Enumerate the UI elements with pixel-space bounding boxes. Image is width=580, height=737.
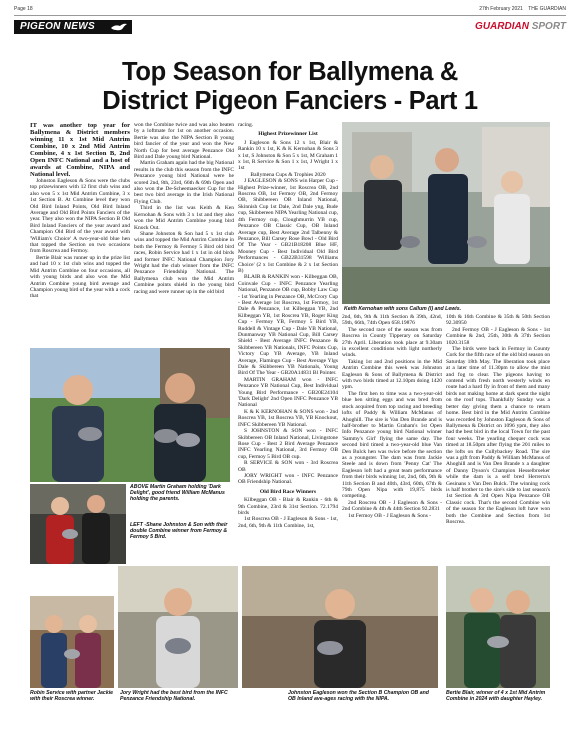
subheading: Ballymena Cups & Trophies 2020 — [250, 171, 326, 178]
caption-bertie-blair: Bertie Blair, winner of 4 x 1st Mid Antrim Combine in 2024 with daughter Hayley. — [446, 690, 546, 702]
photo-kernohan-family — [342, 122, 550, 304]
paragraph: 2nd, 6th, 9th & 11th Section & 39th, 42nd, 59th, 66th, 74th Open 658.19876 — [342, 314, 442, 327]
caption-jory-wright: Jory Wright had the best bird from the INFC Penzance Friendship National. — [120, 690, 228, 702]
paragraph: JORY WRIGHT won - INFC Penzance OB Friendship National. — [238, 472, 338, 486]
pigeon-news-label — [14, 20, 132, 34]
caption-kernohan: Keith Kernohan with sons Callum (l) and Lewis. — [344, 306, 462, 312]
photo-shane-johnston — [30, 484, 126, 564]
paragraph: J EAGLESON & SONS win Harper Cup - Highest Prize-winner, 1st Roscrea OB, 2nd Roscrea OB, 1st Fermoy OB, 2nd Fermoy OB, Shibbereen OB Inland National, Skinnish Cup 1st Dale, 2nd Dale yng, Bude cup, Skibbereen NIPA Yearling National cup, 4th Fermoy cup, Cloughmurrin YB cup, Penzance OB Classic Cup, OB Inland Average cup, Best Average 2nd Talbenny & Penzance, Bill Carsey Rose Bowl - Old Bird Of The Year - GB21B18208 Blue HF, Mooney Cup - Best Individual Old Bird Performances - GB22B31598 'Williams Choice' (2 x 1st Combine & 2 x 1st Section B) — [238, 178, 338, 274]
brand-sport: SPORT — [531, 21, 566, 32]
paragraph: racing. — [238, 122, 254, 128]
article-column-4 — [342, 314, 442, 554]
paragraph: Martin Graham again had the big National results in the club this season from the INFC Penzance young bird National were he scored 2nd, 8th, 23rd, 66th & 69th Open and also won the De-Scheemaecker Cup for the best two bird average in the Irish National Flying Club. — [134, 160, 234, 205]
paragraph: Third in the list was Keith & Ken Kernohan & Sons with 3 x 1st and they also won the Mid Antrim Combine young bird Knock Out. — [134, 205, 234, 231]
caption-shane-johnston: LEFT -Shane Johnston & Son with their double Combine winner from Fermoy & Fermoy 5 Bird. — [130, 522, 228, 540]
headline-line-1: Top Season for Ballymena & — [121, 58, 459, 86]
paragraph: Bertie Blair was runner up in the prize list and had 10 x 1st club wins and topped the Mid Antrim Combine on four occasions, all with young birds and also won the Mid Antrim Combine young bird average and Champion young bird of the year with a cock that — [30, 254, 130, 300]
caption-johnston-eagleson: Johnston Eagleson won the Section B Champion OB and OB Inland ave-ages racing with the NIPA. — [288, 690, 429, 702]
paragraph: J Eagleson & Sons 12 x 1st, Blair & Rankin 10 x 1st, K & K Kernohan & Sons 3 x 1st, S Johnston & Son 5 x 1st, M Graham 1 x 1st, R Service & Son 1 x 1st, J Wright 1 x 1st — [238, 139, 338, 172]
paragraph: S JOHNSTON & SON won - INFC Skibbereen OB Inland National, Livingstone Rose Cup - Best 2 Bird Average Penzance INFC Yearling National, 3rd Fermoy OB cup, Fermoy 5 Bird OB cup. — [238, 428, 338, 460]
paragraph: Shane Johnston & Son had 5 x 1st club wins and topped the Mid Antrim Combine in both the Fermoy & Fermoy 5 Bird old bird races, Robin Service had 1 x 1st in old birds and former INFC National Champion Jory Wright had the club winner from the INFC Penzance Friendship National. The Ballymena club won the Mid Antrim Combine points shield in the young bird racing and were runner up in the old bird — [134, 230, 234, 295]
article-column-2 — [134, 122, 234, 344]
paragraph: K & K KERNOHAN & SONS won - 2nd Roscrea YB, 1st Roscrea YB, YB Knockout, INFC Skibbereen YB National. — [238, 408, 338, 428]
article-column-1 — [30, 122, 130, 344]
paragraph: R SERVICE & SON won - 3rd Roscrea OB — [238, 460, 338, 473]
paragraph: 2nd Roscrea OB - J Eagleson & Sons - 2nd Combine & 4th & 44th Section 92.2831 — [342, 499, 442, 513]
paragraph: Johnston Eagleson & Sons were the clubs top prizewinners with 12 first club wins and also won 5 x 1st Mid Antrim Combine, 3 x 1st Section B. At Combine level they won Old Bird Inland Points, Old Bird Inland Average and Old Bird Points Fanciers of the year. They also won the NIPA Section B Old Bird Inland Fanciers of the year award and Champion Old Bird of the year award with 'William's Choice' A two-year-old blue hen that topped the Section on two occasions from Roscrea and Fermoy. — [30, 178, 130, 255]
caption-robin-service: Robin Service with partner Jackie with their Roscrea winner. — [30, 690, 114, 702]
section-title: PIGEON NEWS — [20, 21, 95, 32]
paragraph: The second race of the season was from Roscrea in County Tipperary on Saturday 27th April. Liberation took place at 9.30am in excellent conditions with light northerly winds. — [342, 326, 442, 359]
paper-name: THE GUARDIAN — [528, 6, 566, 12]
paragraph: Taking 1st and 2nd positions in the Mid Antrim Combine this week was Johnston Eagleson & Sons of Ballymena & District with two birds timed at 12.10pm doing 1420 ypm. — [342, 358, 442, 391]
caption-martin-graham: ABOVE Martin Graham holding 'Dark Delight', good friend William McManus holding the parents. — [130, 484, 225, 502]
race-winners-title: Old Bird Race Winners — [259, 488, 317, 495]
article-headline — [14, 58, 566, 116]
article-column-5 — [446, 314, 550, 554]
photo-jory-wright — [118, 566, 238, 688]
paragraph: 1st Roscrea OB - J Eagleson & Sons - 1st, 2nd, 6th, 9th & 11th Combine, 1st, — [238, 516, 338, 529]
paragraph: The birds were back in Fermoy in County Cork for the fifth race of the old bird season on Saturday 18th May. The liberation took place at a later time of 11.30pm to allow the mist and fog to clear. The pigeons having to contend with fresh north westerly winds en route had a hard fly in front of them and many birds not making home at dark spent the night on the roof tops. Thankfully Sunday was a better day giving them a chance to return home. Best bird in the Mid Antrim Combine was recorded by Johnston Eagleson & Sons of Ballymena & District on 1096 ypm, they also had the best bird in the local Town for the past four weeks. The yearling chequer cock was timed at 18.50pm after flying the 201 miles to the lofts on the Cullybackey Road. The sire was a gift from Paddy & William McManus of Ahoghill and is Van Den Brande x a daughter of Danny Dyson's Champion Hesselbroeker while the dam is a self bred Herrerra's Gesinans x Van Den Bulck. The winning cock is half brother to the sire's side to last season's 1st Section & 3rd Open Nipa Penzance OB Classic cock. That's the second Combine win of the season for the Eagleson loft have won both the Combine and Section from 1st Roscrea. — [446, 346, 550, 525]
section-banner — [14, 20, 566, 40]
paragraph: 2nd Fermoy OB - J Eagleson & Sons - 1st Combine & 2nd, 25th, 30th & 37th Section 1020.3158 — [446, 326, 550, 346]
prizewinner-list-title: Highest Prizewinner List — [258, 131, 318, 138]
issue-info — [475, 6, 566, 15]
photo-robin-service — [30, 596, 114, 688]
headline-line-2: District Pigeon Fanciers - Part 1 — [102, 87, 478, 115]
paragraph: 1st Fermoy OB - J Eagleson & Sons - — [348, 512, 432, 519]
paragraph: The first hen to time was a two-year-old blue hen sitting eggs and was bred from stock acquired from top racing and breeding lofts of Paddy & William McManus of Ahoghill. The sire is Van Den Brande and is half-brother to Martin Graham's 1st Open Info Penzance young bird National winner 'Sammy's Girl' flying the same day. The second bird timed a two-year-old blue Van Den Bulck hen was twice before the section as a youngster. The dam was from Jackie Steele and is down from 'Penny Cat' The Eagleson loft had a great team performance from their birds winning 1st, 2nd, 6th, 9th & 11th Section B and 40th, 43rd, 60th, 67th & 79th Open Nipa with 19,875 birds competing. — [342, 390, 442, 500]
issue-date: 27th February 2021 — [479, 6, 523, 12]
article-column-3 — [238, 122, 338, 602]
paragraph: Kilbeggan OB - Blair & Rankin - 6th & 9th Combine, 23rd & 31st Section. 72.1794 birds — [238, 497, 338, 516]
guardian-sport-logo — [475, 20, 566, 34]
brand-guardian: GUARDIAN — [475, 21, 529, 32]
photo-johnston-eagleson — [242, 566, 438, 688]
paragraph: BLAIR & RANKIN won - Kilbeggan OB, Coinvale Cup - INFC Penzance Yearling National, Penzance OB cup, Bobby Law Cup - 1st Yearling in Penzance OB, McCrory Cup - Best Average 1st Roscrea, 1st Fermoy, 1st Dale & Penzance, 1st Kilbeggan YB, 2nd Kilbeggan YB, 1st Roscrea YB, Roger King Cup - Fermoy YB, Fermoy 5 Bird YB, Ruddell & Vintage Cup - Dale YB National, Dunmanway YB National Cup, Bill Carsey Shield - Best Average INFC Penzance & Skibbereen YB Nationals, INFC Points Cup, Victory Cup YB Average, YB Inland Average, Flamingo Cup - Best Average Ylgs Dale & Skibbereen YB Nationals, Young Bird Of The Year - GB20A14831 Bl Pointer. — [238, 274, 338, 377]
paragraph: won the Combine twice and was also beaten by a loftmate for 1st on another occasion. Bertie was also the NIPA Section B young bird fancier of the year and won the New North Cup for best average Penzance Old Bird and Dale young bird National. — [134, 122, 234, 161]
paragraph: 10th & 16th Combine & 35th & 50th Section 92.30950 — [446, 314, 550, 327]
page-header — [14, 6, 566, 16]
photo-bertie-blair — [446, 566, 550, 688]
page-number: Page 18 — [14, 6, 33, 12]
pigeon-icon — [110, 22, 128, 32]
article-lead: IT was another top year for Ballymena & District members winning 11 x 1st Mid Antrim Combine, 10 x 2nd Mid Antrim Combine, 4 x 1st Section B, 2nd Open INFC National and a host of awards at Combine, NIPA and National level. — [30, 122, 130, 178]
paragraph: MARTIN GRAHAM won - INFC Penzance YB National Cup, Best Individual Young Bird Performance - GB20E24104 'Dark Delight' 2nd Open INFC Penzance YB National — [238, 376, 338, 409]
photo-martin-graham — [30, 348, 230, 482]
